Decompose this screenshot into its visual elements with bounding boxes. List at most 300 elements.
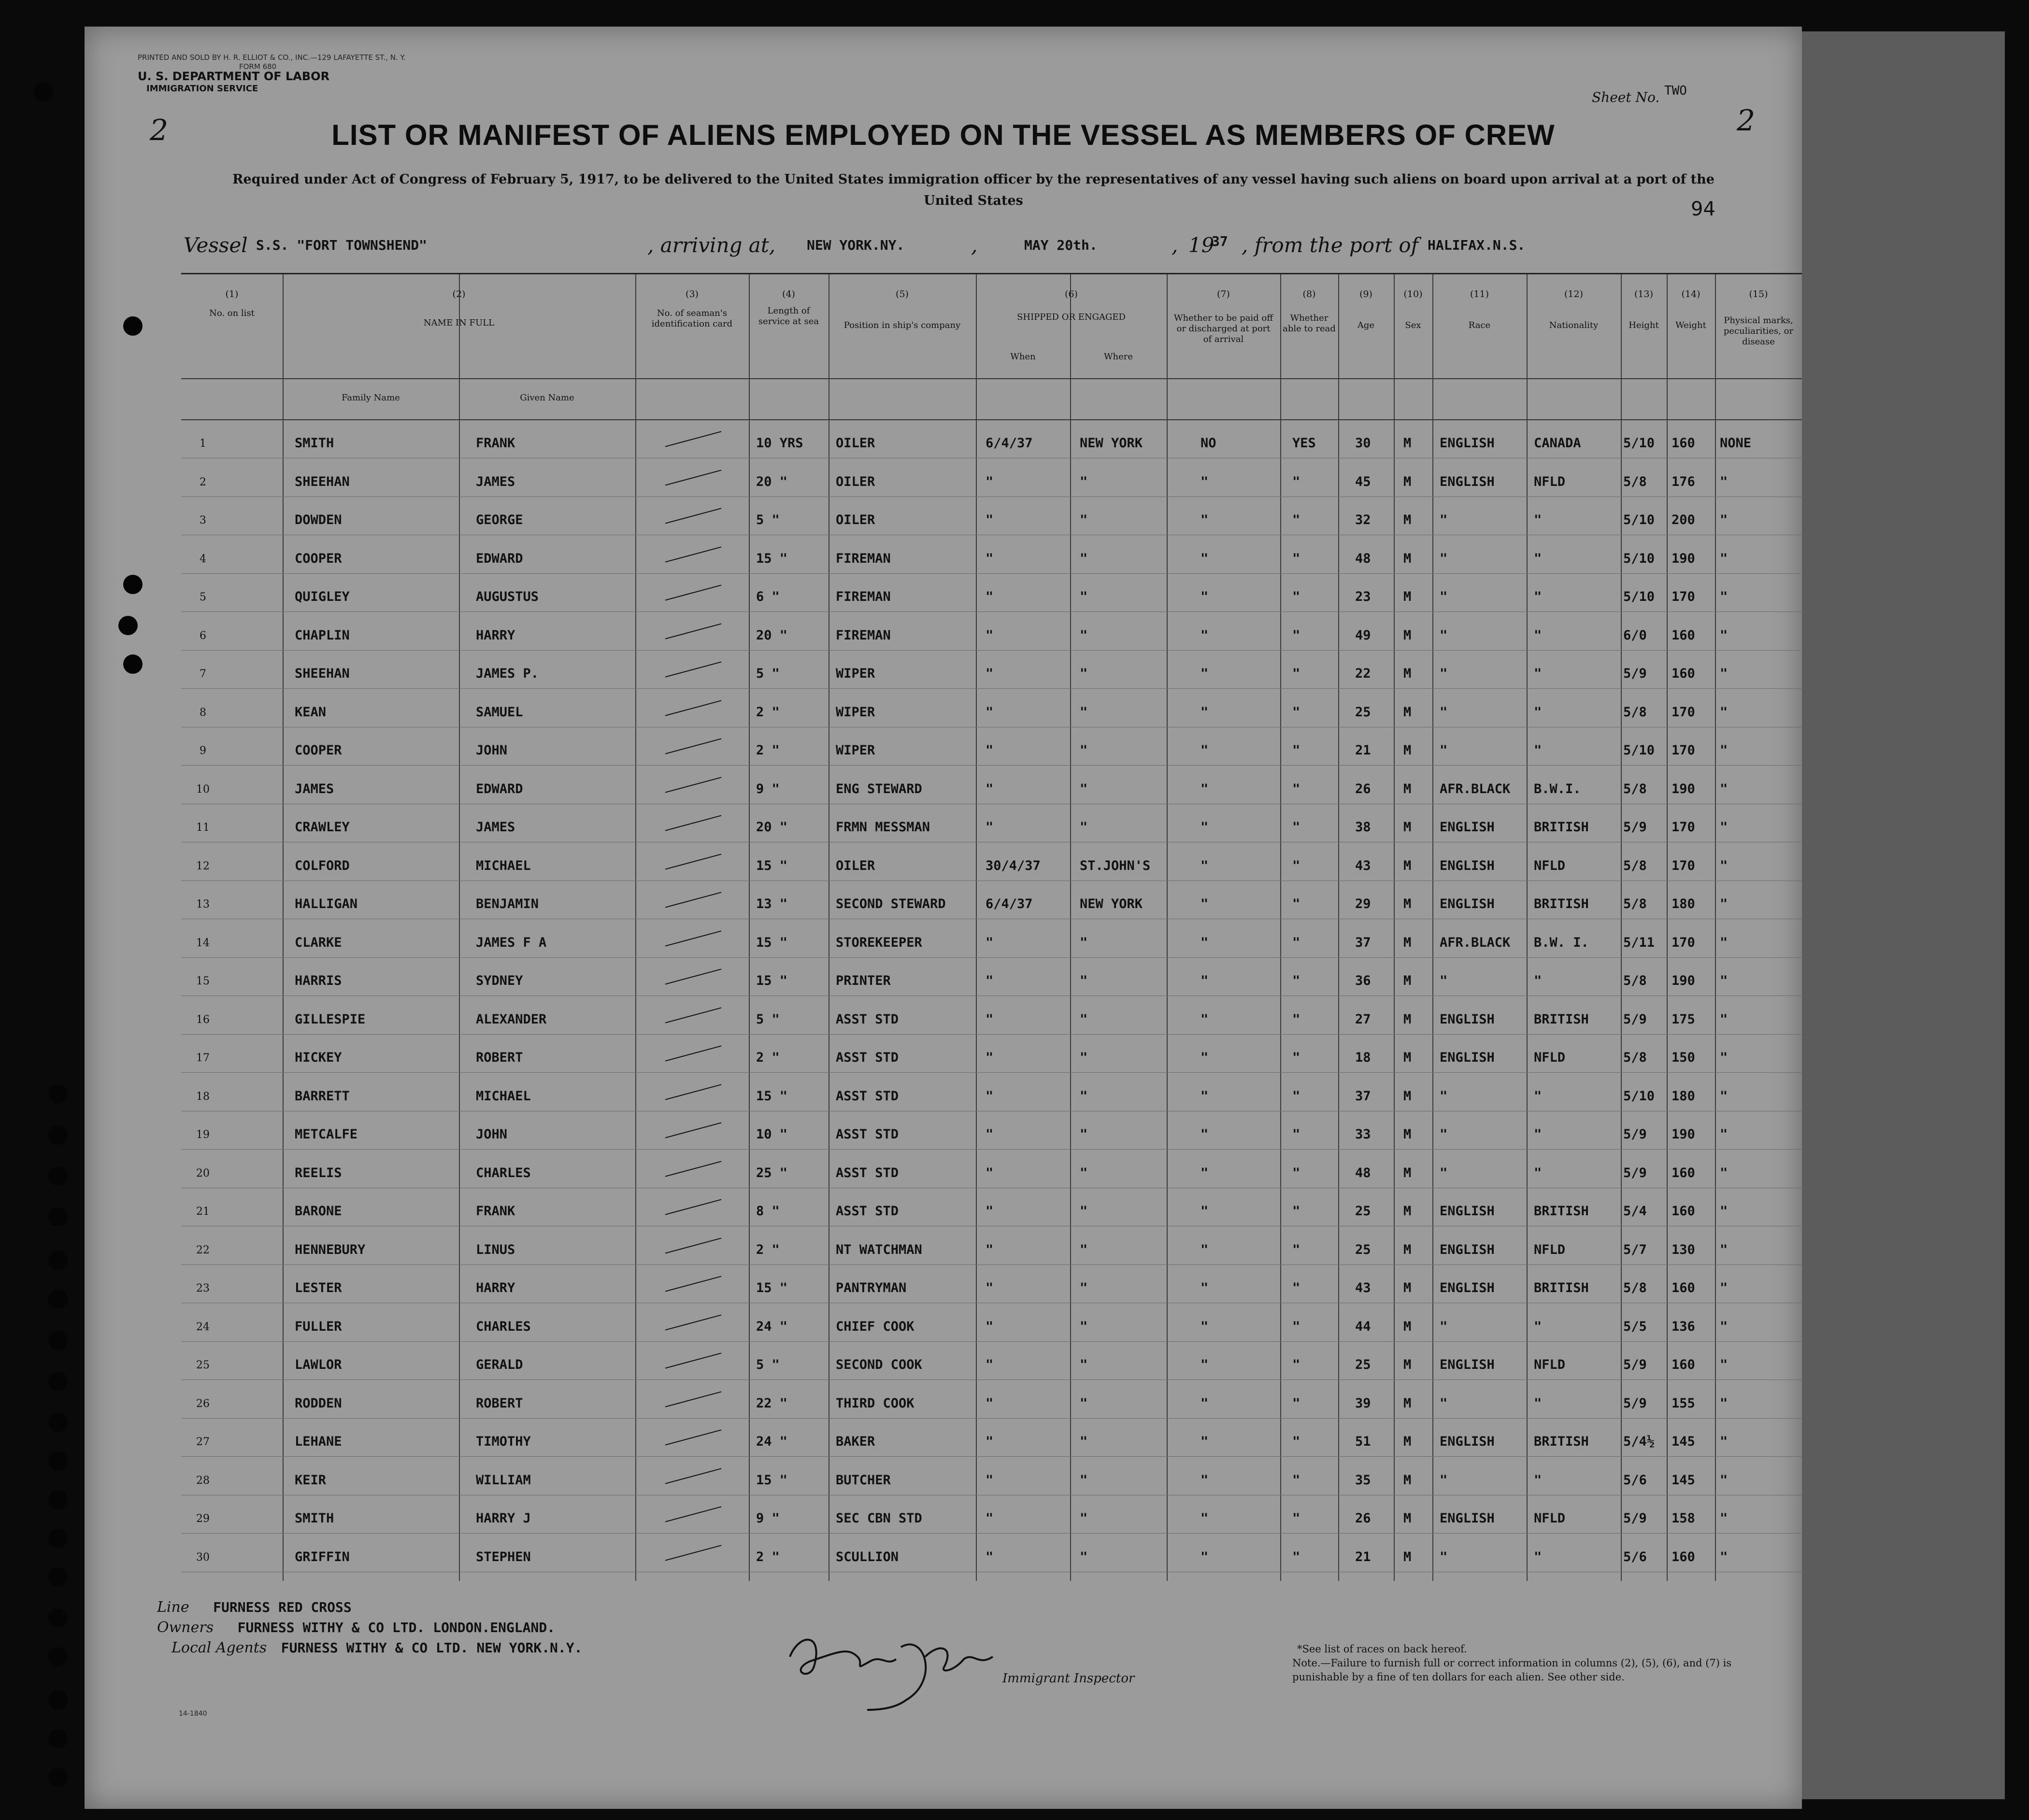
cell-race: "	[1440, 1472, 1448, 1488]
cell-paid: "	[1200, 781, 1209, 796]
id-card-tick	[665, 1545, 721, 1561]
cell-marks: "	[1720, 973, 1728, 988]
cell-family: REELIS	[295, 1165, 342, 1180]
cell-nationality: "	[1534, 1127, 1542, 1142]
cell-height: 5/8	[1623, 781, 1647, 796]
cell-num: 24	[196, 1321, 210, 1333]
cell-read: "	[1292, 1088, 1300, 1104]
cell-when: "	[986, 1319, 994, 1334]
cell-family: KEAN	[295, 704, 327, 720]
cell-race: "	[1440, 627, 1448, 643]
binder-hole	[123, 575, 143, 594]
cell-marks: "	[1720, 781, 1728, 796]
cell-num: 30	[196, 1551, 210, 1564]
cell-marks: "	[1720, 858, 1728, 873]
cell-when: 6/4/37	[986, 436, 1033, 451]
id-card-tick	[665, 853, 721, 869]
cell-age: 38	[1355, 820, 1371, 835]
cell-where: "	[1080, 512, 1088, 527]
binder-hole	[123, 316, 143, 336]
cell-read: "	[1292, 1127, 1300, 1142]
cell-position: WIPER	[836, 743, 875, 758]
cell-given: GERALD	[476, 1357, 523, 1372]
cell-family: HARRIS	[295, 973, 342, 988]
cell-race: ENGLISH	[1440, 1357, 1495, 1372]
cell-service: 9 "	[756, 781, 780, 796]
owners-value: FURNESS WITHY & CO LTD. LONDON.ENGLAND.	[237, 1620, 556, 1635]
manifest-sheet: PRINTED AND SOLD BY H. R. ELLIOT & CO., INC.—129 LAFAYETTE ST., N. Y. FORM 680 U. S. DEPARTMENT OF LABOR IMMIGRATION SERVICE 2 Sheet No. TWO 2 LIST OR MANIFEST OF ALIENS EMPLOYED ON THE VESSEL AS MEMBERS OF CREW Required under Act of Congress of February 5, 1917, to be delivered to the United States immigration officer by the representatives of any vessel having such aliens on board upon arrival at a port of the United States 94 Vessel S.S. "FORT TOWNSHEND" , arriving at, NEW YORK.NY. , MAY 20th. , 19 37 , from the port of HALIFAX.N.S. (1) No. on list (2) NAME IN FULL Family Name Given Name (3) No. of seaman's identification card (4) Length of service at sea (5) Position in ship's company (6) SHIPPED OR ENGAGED When Where (7) Whether to be paid off or discharged at port of arrival (8) Whether able to read (9) Age (10) Sex (11) Race (12) Nationality (13) Height (14) Weight (15) Physical marks, peculiarities, or disease 1 SMITH FRANK 10 YRS OILER 6/4/37 NEW YORK NO YES 30 M ENGLISH CANADA 5/10 160 NONE 2 SHEEHAN JAMES 20 " OILER " " " " 45 M ENGLISH NFLD 5/8 176 " 3 DOWDEN GEORGE 5 " OILER " " " " 32 M " " 5/10 200 " 4 COOPER EDWARD 15 " FIREMAN " " " " 48 M " " 5/10 190 " 5 QUIGLEY AUGUSTUS 6 " FIREMAN " " " " 23 M " " 5/10 170 " 6 CHAPLIN HARRY 20 " FIREMAN " " " " 49 M " " 6/0 160 " 7 SHEEHAN JAMES P. 5 " WIPER " " " " 22 M " " 5/9 160 " 8 KEAN SAMUEL 2 " WIPER " " " " 25 M " " 5/8 170 " 9 COOPER JOHN 2 " WIPER " " " " 21 M " " 5/10 170 " 10 JAMES EDWARD 9 " ENG STEWARD " " " " 26 M AFR.BLACK B.W.I. 5/8 190 " 11 CRAWLEY JAMES 20 " FRMN MESSMAN " " " " 38 M ENGLISH BRITISH 5/9 170 " 12 COLFORD MICHAEL 15 " OILER 30/4/37 ST.JOHN'S " " 43 M ENGLISH NFLD 5/8 170 " 13 HALLIGAN BENJAMIN 13 " SECOND STEWARD 6/4/37 NEW YORK " " 29 M ENGLISH BRITISH 5/8 180 " 14 CLARKE JAMES F A 15 " STOREKEEPER " " " " 37 M AFR.BLACK B.W. I. 5/11 170 " 15 HARRIS SYDNEY 15 " PRINTER " " " " 36 M " " 5/8 190 " 16 GILLESPIE ALEXANDER 5 " ASST STD " " " " 27 M ENGLISH BRITISH 5/9 175 " 17 HICKEY ROBERT 2 " ASST STD " " " " 18 M ENGLISH NFLD 5/8 150 " 18 BARRETT MICHAEL 15 " ASST STD " " " " 37 M " " 5/10 180 " 19 METCALFE JOHN 10 " ASST STD " " " " 33 M " " 5/9 190 " 20 REELIS CHARLES 25 " ASST STD " " " " 48 M " " 5/9 160 " 21 BARONE FRANK 8 " ASST STD " " " " 25 M ENGLISH BRITISH 5/4 160 " 22 HENNEBURY LINUS 2 " NT WATCHMAN " " " " 25 M ENGLISH NFLD 5/7 130 " 23 LESTER HARRY 15 " PANTRYMAN " " " " 43 M ENGLISH BRITISH 5/8 160 " 24 FULLER CHARLES 24 " CHIEF COOK " " " " 44 M " " 5/5 136 " 25 LAWLOR GERALD 5 " SECOND COOK " " " " 25 M ENGLISH NFLD 5/9 160 " 26 RODDEN ROBERT 22 " THIRD COOK " " " " 39 M " " 5/9 155 " 27 LEHANE TIMOTHY 24 " BAKER " " " " 51 M ENGLISH BRITISH 5/4½ 145 " 28 KEIR WILLIAM 15 " BUTCHER " " " " 35 M " " 5/6 145 " 29 SMITH HARRY J 9 " SEC CBN STD " " " " 26 M ENGLISH NFLD 5/9 158 " 30 GRIFFIN STEPHEN 2 " SCULLION " " " " 21 M " " 5/6 160 " Line FURNESS RED CROSS Owners FURNESS WITHY & CO LTD. LONDON.ENGLAND. Local Agents FURNESS WITHY & CO LTD. NEW YORK.N.Y. Immigrant Inspector *See list of races on back hereof. Note.—Failure to furnish full or correct information in columns (2), (5), (6), and (7) is punishable by a fine of ten dollars for each alien. See other side. 14-1840	[85, 27, 1802, 1809]
binder-hole	[48, 1451, 68, 1471]
cell-nationality: NFLD	[1534, 1242, 1566, 1257]
inspector-label: Immigrant Inspector	[1002, 1671, 1135, 1686]
id-card-tick	[665, 662, 721, 678]
binder-hole	[48, 1490, 68, 1509]
cell-num: 23	[196, 1282, 210, 1294]
cell-family: LAWLOR	[295, 1357, 342, 1372]
sheet-number-label: Sheet No.	[1592, 89, 1660, 105]
document-subtitle: Required under Act of Congress of February 5, 1917, to be delivered to the United States immigration officer by the representatives of any vessel having such aliens on board upon arrival at a port of the United States	[232, 172, 1715, 208]
cell-weight: 180	[1672, 896, 1695, 911]
cell-race: ENGLISH	[1440, 436, 1495, 451]
cell-marks: "	[1720, 743, 1728, 758]
binder-hole	[48, 1529, 68, 1548]
cell-age: 43	[1355, 1280, 1371, 1295]
cell-sex: M	[1403, 1127, 1412, 1142]
binder-hole	[48, 1647, 68, 1666]
cell-nationality: "	[1534, 1472, 1542, 1488]
cell-num: 25	[196, 1359, 210, 1371]
cell-paid: "	[1200, 474, 1209, 489]
id-card-tick	[665, 1084, 721, 1100]
cell-height: 5/6	[1623, 1549, 1647, 1564]
cell-given: JOHN	[476, 743, 508, 758]
cell-where: "	[1080, 551, 1088, 566]
cell-given: JAMES F A	[476, 935, 547, 950]
binder-hole	[123, 654, 143, 674]
cell-service: 15 "	[756, 1280, 788, 1295]
cell-height: 5/9	[1623, 1357, 1647, 1372]
cell-where: "	[1080, 1434, 1088, 1449]
col-no-on-list: No. on list	[209, 308, 255, 318]
cell-age: 51	[1355, 1434, 1371, 1449]
cell-height: 5/8	[1623, 704, 1647, 720]
cell-nationality: NFLD	[1534, 1050, 1566, 1065]
cell-given: GEORGE	[476, 512, 523, 527]
cell-sex: M	[1403, 935, 1412, 950]
cell-sex: M	[1403, 781, 1412, 796]
cell-paid: NO	[1200, 436, 1216, 451]
cell-age: 25	[1355, 1242, 1371, 1257]
cell-weight: 160	[1672, 1165, 1695, 1180]
cell-read: "	[1292, 896, 1300, 911]
col-sex: Sex	[1405, 320, 1421, 330]
cell-service: 24 "	[756, 1319, 788, 1334]
cell-service: 25 "	[756, 1165, 788, 1180]
cell-num: 13	[196, 898, 210, 910]
cell-weight: 200	[1672, 512, 1695, 527]
cell-where: "	[1080, 1472, 1088, 1488]
cell-height: 5/9	[1623, 1511, 1647, 1526]
cell-where: "	[1080, 1088, 1088, 1104]
cell-position: ASST STD	[836, 1088, 899, 1104]
id-card-tick	[665, 1391, 721, 1407]
cell-nationality: B.W. I.	[1534, 935, 1589, 950]
binder-hole	[48, 1125, 68, 1145]
cell-marks: "	[1720, 704, 1728, 720]
cell-age: 37	[1355, 935, 1371, 950]
cell-family: COOPER	[295, 743, 342, 758]
cell-paid: "	[1200, 973, 1209, 988]
cell-where: "	[1080, 589, 1088, 604]
cell-when: "	[986, 704, 994, 720]
cell-height: 5/8	[1623, 858, 1647, 873]
cell-race: "	[1440, 666, 1448, 681]
cell-num: 14	[196, 937, 210, 949]
cell-service: 8 "	[756, 1204, 780, 1219]
cell-age: 21	[1355, 1549, 1371, 1564]
inspector-signature	[780, 1613, 1002, 1717]
cell-race: ENGLISH	[1440, 1511, 1495, 1526]
cell-age: 30	[1355, 436, 1371, 451]
id-card-tick	[665, 1276, 721, 1292]
cell-marks: "	[1720, 1511, 1728, 1526]
cell-age: 48	[1355, 1165, 1371, 1180]
cell-position: FRMN MESSMAN	[836, 820, 930, 835]
cell-marks: "	[1720, 1204, 1728, 1219]
cell-sex: M	[1403, 743, 1412, 758]
cell-race: ENGLISH	[1440, 1434, 1495, 1449]
cell-when: 30/4/37	[986, 858, 1041, 873]
cell-age: 36	[1355, 973, 1371, 988]
cell-nationality: "	[1534, 1549, 1542, 1564]
cell-paid: "	[1200, 1357, 1209, 1372]
cell-given: EDWARD	[476, 781, 523, 796]
cell-sex: M	[1403, 512, 1412, 527]
cell-marks: "	[1720, 1549, 1728, 1564]
cell-age: 26	[1355, 1511, 1371, 1526]
cell-service: 9 "	[756, 1511, 780, 1526]
cell-paid: "	[1200, 1242, 1209, 1257]
cell-nationality: "	[1534, 1319, 1542, 1334]
cell-when: "	[986, 743, 994, 758]
cell-when: "	[986, 1549, 994, 1564]
cell-weight: 170	[1672, 858, 1695, 873]
cell-weight: 170	[1672, 704, 1695, 720]
id-card-tick	[665, 1007, 721, 1023]
cell-paid: "	[1200, 1549, 1209, 1564]
cell-race: "	[1440, 1395, 1448, 1411]
footnotes: *See list of races on back hereof. Note.—Failure to furnish full or correct information in columns (2), (5), (6), and (7) is punishable by a fine of ten dollars for each alien. See other side.	[1292, 1643, 1732, 1683]
cell-weight: 160	[1672, 436, 1695, 451]
cell-read: YES	[1292, 436, 1316, 451]
cell-num: 17	[196, 1052, 210, 1064]
cell-read: "	[1292, 627, 1300, 643]
cell-paid: "	[1200, 1165, 1209, 1180]
cell-when: "	[986, 1127, 994, 1142]
cell-marks: "	[1720, 1088, 1728, 1104]
cell-read: "	[1292, 666, 1300, 681]
cell-nationality: "	[1534, 1088, 1542, 1104]
cell-height: 5/10	[1623, 743, 1655, 758]
id-card-tick	[665, 546, 721, 562]
arrival-date: MAY 20th.	[1024, 237, 1098, 253]
cell-age: 18	[1355, 1050, 1371, 1065]
cell-nationality: "	[1534, 1395, 1542, 1411]
cell-paid: "	[1200, 743, 1209, 758]
binder-hole	[48, 1331, 68, 1350]
cell-service: 2 "	[756, 1050, 780, 1065]
col-age: Age	[1357, 320, 1375, 330]
cell-marks: "	[1720, 666, 1728, 681]
cell-position: NT WATCHMAN	[836, 1242, 922, 1257]
col-position: Position in ship's company	[843, 320, 961, 330]
cell-sex: M	[1403, 1319, 1412, 1334]
cell-when: "	[986, 1511, 994, 1526]
cell-position: ENG STEWARD	[836, 781, 922, 796]
cell-read: "	[1292, 820, 1300, 835]
handwritten-mark-right: 2	[1737, 104, 1756, 138]
cell-num: 29	[196, 1513, 210, 1525]
sheet-number-value: TWO	[1664, 84, 1687, 98]
cell-num: 15	[196, 975, 210, 987]
cell-weight: 170	[1672, 820, 1695, 835]
cell-service: 15 "	[756, 551, 788, 566]
cell-age: 48	[1355, 551, 1371, 566]
cell-position: SECOND STEWARD	[836, 896, 946, 911]
cell-weight: 190	[1672, 1127, 1695, 1142]
cell-where: "	[1080, 1242, 1088, 1257]
id-card-tick	[665, 1123, 721, 1138]
col-where: Where	[1103, 352, 1133, 362]
cell-num: 19	[196, 1129, 210, 1141]
cell-position: CHIEF COOK	[836, 1319, 914, 1334]
cell-read: "	[1292, 512, 1300, 527]
cell-position: OILER	[836, 512, 875, 527]
cell-age: 25	[1355, 1357, 1371, 1372]
vessel-name: S.S. "FORT TOWNSHEND"	[256, 237, 428, 253]
cell-service: 15 "	[756, 973, 788, 988]
id-card-tick	[665, 739, 721, 754]
cell-race: ENGLISH	[1440, 1050, 1495, 1065]
cell-family: FULLER	[295, 1319, 342, 1334]
cell-marks: "	[1720, 512, 1728, 527]
cell-nationality: "	[1534, 743, 1542, 758]
cell-position: SEC CBN STD	[836, 1511, 922, 1526]
cell-num: 5	[200, 591, 206, 603]
cell-height: 5/10	[1623, 512, 1655, 527]
cell-weight: 176	[1672, 474, 1695, 489]
cell-where: "	[1080, 935, 1088, 950]
cell-height: 5/9	[1623, 666, 1647, 681]
cell-family: HICKEY	[295, 1050, 342, 1065]
cell-service: 5 "	[756, 1011, 780, 1027]
cell-family: CLARKE	[295, 935, 342, 950]
cell-weight: 170	[1672, 935, 1695, 950]
cell-where: "	[1080, 1280, 1088, 1295]
cell-age: 39	[1355, 1395, 1371, 1411]
cell-height: 5/8	[1623, 896, 1647, 911]
cell-num: 2	[200, 476, 206, 488]
cell-sex: M	[1403, 1434, 1412, 1449]
cell-age: 49	[1355, 627, 1371, 643]
cell-when: "	[986, 1280, 994, 1295]
cell-num: 16	[196, 1013, 210, 1026]
cell-race: ENGLISH	[1440, 820, 1495, 835]
cell-sex: M	[1403, 858, 1412, 873]
cell-family: LEHANE	[295, 1434, 342, 1449]
cell-service: 13 "	[756, 896, 788, 911]
cell-weight: 190	[1672, 973, 1695, 988]
cell-when: "	[986, 1088, 994, 1104]
cell-race: ENGLISH	[1440, 474, 1495, 489]
cell-when: "	[986, 1204, 994, 1219]
id-card-tick	[665, 623, 721, 639]
col-height: Height	[1629, 320, 1659, 330]
binder-hole	[48, 1691, 68, 1710]
cell-paid: "	[1200, 551, 1209, 566]
cell-service: 2 "	[756, 1242, 780, 1257]
cell-position: BUTCHER	[836, 1472, 891, 1488]
col-physical-marks: Physical marks, peculiarities, or disease	[1723, 315, 1794, 347]
cell-given: HARRY J	[476, 1511, 531, 1526]
cell-sex: M	[1403, 1511, 1412, 1526]
cell-where: "	[1080, 1395, 1088, 1411]
id-card-tick	[665, 1314, 721, 1330]
cell-where: "	[1080, 1011, 1088, 1027]
cell-sex: M	[1403, 666, 1412, 681]
cell-nationality: BRITISH	[1534, 1204, 1589, 1219]
cell-num: 20	[196, 1167, 210, 1180]
cell-marks: "	[1720, 896, 1728, 911]
cell-num: 21	[196, 1206, 210, 1218]
cell-where: "	[1080, 781, 1088, 796]
cell-paid: "	[1200, 627, 1209, 643]
cell-read: "	[1292, 474, 1300, 489]
cell-num: 12	[196, 860, 210, 872]
cell-num: 7	[200, 668, 206, 680]
cell-weight: 155	[1672, 1395, 1695, 1411]
cell-weight: 150	[1672, 1050, 1695, 1065]
cell-position: STOREKEEPER	[836, 935, 922, 950]
cell-read: "	[1292, 589, 1300, 604]
year-prefix: 19	[1188, 233, 1215, 257]
cell-family: COOPER	[295, 551, 342, 566]
cell-marks: "	[1720, 1165, 1728, 1180]
col-family-name: Family Name	[342, 393, 400, 403]
cell-weight: 190	[1672, 781, 1695, 796]
cell-nationality: "	[1534, 551, 1542, 566]
cell-service: 5 "	[756, 666, 780, 681]
cell-where: "	[1080, 1165, 1088, 1180]
cell-family: CHAPLIN	[295, 627, 350, 643]
cell-service: 20 "	[756, 474, 788, 489]
col-given-name: Given Name	[520, 393, 574, 403]
cell-family: SHEEHAN	[295, 474, 350, 489]
cell-race: ENGLISH	[1440, 1011, 1495, 1027]
form-number: 14-1840	[179, 1710, 207, 1718]
cell-paid: "	[1200, 896, 1209, 911]
cell-paid: "	[1200, 704, 1209, 720]
id-card-tick	[665, 892, 721, 908]
cell-where: "	[1080, 1050, 1088, 1065]
cell-when: "	[986, 973, 994, 988]
cell-given: ROBERT	[476, 1395, 523, 1411]
cell-paid: "	[1200, 1204, 1209, 1219]
cell-race: "	[1440, 1319, 1448, 1334]
cell-marks: "	[1720, 1280, 1728, 1295]
cell-family: QUIGLEY	[295, 589, 350, 604]
cell-read: "	[1292, 1357, 1300, 1372]
cell-weight: 160	[1672, 1549, 1695, 1564]
cell-weight: 175	[1672, 1011, 1695, 1027]
cell-height: 5/9	[1623, 820, 1647, 835]
cell-read: "	[1292, 1050, 1300, 1065]
cell-given: SAMUEL	[476, 704, 523, 720]
cell-family: KEIR	[295, 1472, 327, 1488]
cell-sex: M	[1403, 1472, 1412, 1488]
cell-given: FRANK	[476, 436, 515, 451]
binder-hole	[48, 1608, 68, 1628]
cell-family: LESTER	[295, 1280, 342, 1295]
crew-table: (1) No. on list (2) NAME IN FULL Family Name Given Name (3) No. of seaman's identification card (4) Length of service at sea (5) Position in ship's company (6) SHIPPED OR ENGAGED When Where (7) Whether to be paid off or discharged at port of arrival (8) Whether able to read (9) Age (10) Sex (11) Race (12) Nationality (13) Height (14) Weight (15) Physical marks, peculiarities, or disease 1 SMITH FRANK 10 YRS OILER 6/4/37 NEW YORK NO YES 30 M ENGLISH CANADA 5/10 160 NONE 2 SHEEHAN JAMES 20 " OILER " " " " 45 M ENGLISH NFLD 5/8 176 " 3 DOWDEN GEORGE 5 " OILER " " " " 32 M " " 5/10 200 " 4 COOPER EDWARD 15 " FIREMAN " " " " 48 M " " 5/10 190 " 5 QUIGLEY AUGUSTUS 6 " FIREMAN " " " " 23 M " " 5/10 170 " 6 CHAPLIN HARRY 20 " FIREMAN " " " " 49 M " " 6/0 160 " 7 SHEEHAN JAMES P. 5 " WIPER " " " " 22 M " " 5/9 160 " 8 KEAN SAMUEL 2 " WIPER " " " " 25 M " " 5/8 170 " 9 COOPER JOHN 2 " WIPER " " " " 21 M " " 5/10 170 " 10 JAMES EDWARD 9 " ENG STEWARD " " " " 26 M AFR.BLACK B.W.I. 5/8 190 " 11 CRAWLEY JAMES 20 " FRMN MESSMAN " " " " 38 M ENGLISH BRITISH 5/9 170 " 12 COLFORD MICHAEL 15 " OILER 30/4/37 ST.JOHN'S " " 43 M ENGLISH NFLD 5/8 170 " 13 HALLIGAN BENJAMIN 13 " SECOND STEWARD 6/4/37 NEW YORK " " 29 M ENGLISH BRITISH 5/8 180 " 14 CLARKE JAMES F A 15 " STOREKEEPER " " " " 37 M AFR.BLACK B.W. I. 5/11 170 " 15 HARRIS SYDNEY 15 " PRINTER " " " " 36 M " " 5/8 190 " 16 GILLESPIE ALEXANDER 5 " ASST STD " " " " 27 M ENGLISH BRITISH 5/9 175 " 17 HICKEY ROBERT 2 " ASST STD " " " " 18 M ENGLISH NFLD 5/8 150 " 18 BARRETT MICHAEL 15 " ASST STD " " " " 37 M " " 5/10 180 " 19 METCALFE JOHN 10 " ASST STD " " " " 33 M " " 5/9 190 " 20 REELIS CHARLES 25 " ASST STD " " " " 48 M " " 5/9 160 " 21 BARONE FRANK 8 " ASST STD " " " " 25 M ENGLISH BRITISH 5/4 160 " 22 HENNEBURY LINUS 2 " NT WATCHMAN " " " " 25 M ENGLISH NFLD 5/7 130 " 23 LESTER HARRY 15 " PANTRYMAN " " " " 43 M ENGLISH BRITISH 5/8 160 " 24 FULLER CHARLES 24 " CHIEF COOK " " " " 44 M " " 5/5 136 " 25 LAWLOR GERALD 5 " SECOND COOK " " " " 25 M ENGLISH NFLD 5/9 160 " 26 RODDEN ROBERT 22 " THIRD COOK " " " " 39 M " " 5/9 155 " 27 LEHANE TIMOTHY 24 " BAKER " " " " 51 M ENGLISH BRITISH 5/4½ 145 " 28 KEIR WILLIAM 15 " BUTCHER " " " " 35 M " " 5/6 145 " 29 SMITH HARRY J 9 " SEC CBN STD " " " " 26 M ENGLISH NFLD 5/9 158 " 30 GRIFFIN STEPHEN 2 " SCULLION " " " " 21 M " " 5/6 160 "	[181, 273, 1802, 1581]
cell-height: 5/8	[1623, 973, 1647, 988]
cell-race: "	[1440, 512, 1448, 527]
cell-weight: 160	[1672, 1204, 1695, 1219]
cell-read: "	[1292, 973, 1300, 988]
cell-given: MICHAEL	[476, 1088, 531, 1104]
cell-weight: 130	[1672, 1242, 1695, 1257]
cell-paid: "	[1200, 935, 1209, 950]
cell-nationality: "	[1534, 512, 1542, 527]
id-card-tick	[665, 1161, 721, 1177]
cell-given: TIMOTHY	[476, 1434, 531, 1449]
cell-race: "	[1440, 551, 1448, 566]
cell-when: "	[986, 589, 994, 604]
cell-height: 5/8	[1623, 1280, 1647, 1295]
printer-credit: PRINTED AND SOLD BY H. R. ELLIOT & CO., INC.—129 LAFAYETTE ST., N. Y. FORM 680	[138, 53, 406, 71]
cell-when: "	[986, 1011, 994, 1027]
cell-num: 4	[200, 553, 206, 565]
id-card-tick	[665, 1199, 721, 1215]
cell-num: 10	[196, 783, 210, 796]
cell-height: 5/10	[1623, 589, 1655, 604]
col-name-in-full: NAME IN FULL	[423, 318, 495, 328]
cell-paid: "	[1200, 1472, 1209, 1488]
cell-when: "	[986, 1165, 994, 1180]
cell-position: ASST STD	[836, 1204, 899, 1219]
cell-sex: M	[1403, 1050, 1412, 1065]
cell-num: 9	[200, 745, 206, 757]
cell-sex: M	[1403, 1280, 1412, 1295]
cell-weight: 160	[1672, 666, 1695, 681]
cell-position: PANTRYMAN	[836, 1280, 907, 1295]
cell-marks: "	[1720, 1357, 1728, 1372]
cell-family: SHEEHAN	[295, 666, 350, 681]
cell-num: 22	[196, 1244, 210, 1256]
cell-nationality: NFLD	[1534, 1511, 1566, 1526]
id-card-tick	[665, 585, 721, 601]
department-name: U. S. DEPARTMENT OF LABOR IMMIGRATION SERVICE	[138, 70, 330, 94]
cell-race: "	[1440, 1549, 1448, 1564]
cell-nationality: "	[1534, 1165, 1542, 1180]
cell-race: "	[1440, 1088, 1448, 1104]
col-weight: Weight	[1675, 320, 1706, 330]
cell-given: LINUS	[476, 1242, 515, 1257]
cell-when: "	[986, 935, 994, 950]
cell-read: "	[1292, 935, 1300, 950]
cell-service: 20 "	[756, 820, 788, 835]
cell-age: 35	[1355, 1472, 1371, 1488]
